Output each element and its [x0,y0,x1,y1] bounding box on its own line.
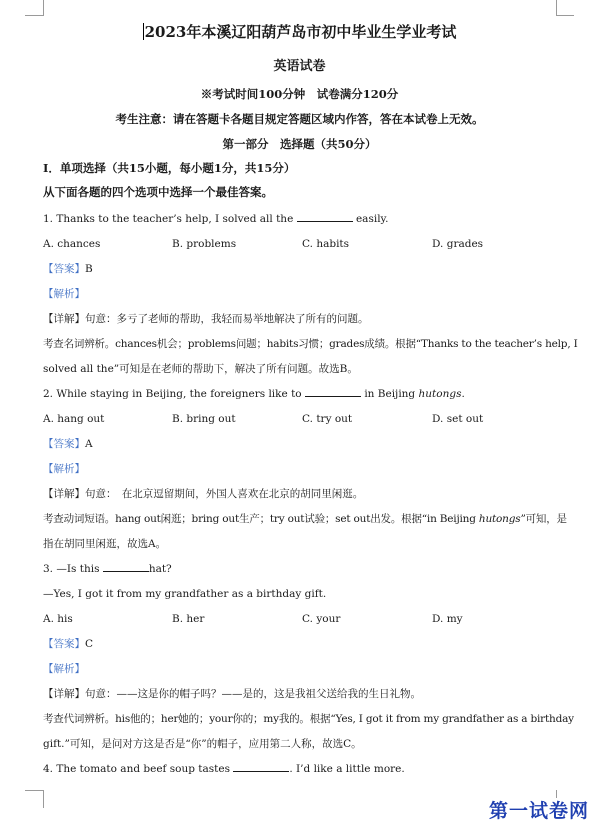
q1-option-d: D. grades [432,238,484,250]
q3-explanation-line-2: gift.”可知，是问对方这是否是“你”的帽子，应用第二人称，故选C。 [43,738,362,750]
q2-option-c: C. try out [302,413,353,425]
q1-option-c: C. habits [302,238,350,250]
crop-mark-top-right-h [556,15,574,16]
crop-mark-top-left-h [25,15,43,16]
q3-option-c: C. your [302,613,341,625]
q3-explanation-line-1: 考查代词辨析。his他的；her她的；your你的；my我的。根据“Yes, I got it from my grandfather as a birthday [43,713,574,725]
q1-detail: 【详解】句意：多亏了老师的帮助，我轻而易举地解决了所有的问题。 [43,313,369,325]
q2-option-d: D. set out [432,413,484,425]
crop-mark-top-left [43,0,44,16]
question-1-stem: 1. Thanks to the teacher’s help, I solved all the easily. [43,213,389,225]
answer-blank [297,212,353,222]
crop-mark-bottom-left [43,790,44,808]
q2-option-b: B. bring out [172,413,236,425]
exam-notice: 考生注意：请在答题卡各题目规定答题区域内作答，答在本试卷上无效。 [115,112,484,126]
exam-info: ※考试时间100分钟 试卷满分120分 [200,87,399,101]
answer-blank [233,762,289,772]
q3-option-b: B. her [172,613,205,625]
watermark-logo: 第一试卷网 [488,800,589,822]
section-instruction: 从下面各题的四个选项中选择一个最佳答案。 [43,185,273,199]
exam-title: 2023年本溪辽阳葫芦岛市初中毕业生学业考试 [144,23,457,41]
text-cursor [143,23,144,40]
q1-option-b: B. problems [172,238,237,250]
q3-answer: 【答案】C [43,638,94,650]
q1-explanation-line-1: 考查名词辨析。chances机会；problems问题；habits习惯；grades成绩。根据“Thanks to the teacher’s help, I [43,338,578,350]
question-2-stem: 2. While staying in Beijing, the foreigners like to in Beijing hutongs. [43,388,465,400]
q2-option-a: A. hang out [43,413,105,425]
q3-detail: 【详解】句意：——这是你的帽子吗？——是的，这是我祖父送给我的生日礼物。 [43,688,421,700]
crop-mark-bottom-left-h [25,790,43,791]
q1-explanation-line-2: solved all the”可知是在老师的帮助下，解决了所有问题。故选B。 [43,363,358,375]
exam-subtitle: 英语试卷 [273,59,326,74]
q1-analysis-tag: 【解析】 [43,288,85,300]
q1-option-a: A. chances [43,238,101,250]
q3-option-a: A. his [43,613,73,625]
q2-explanation-line-2: 指在胡同里闲逛，故选A。 [43,538,167,550]
answer-blank [305,387,361,397]
answer-blank [103,562,149,572]
question-3-stem: 3. —Is this hat? [43,563,172,575]
q2-detail: 【详解】句意： 在北京逗留期间，外国人喜欢在北京的胡同里闲逛。 [43,488,364,500]
part-heading: 第一部分 选择题（共50分） [222,137,377,151]
section-heading: Ⅰ．单项选择（共15小题，每小题1分，共15分） [43,161,296,175]
q1-answer: 【答案】B [43,263,93,275]
q2-explanation-line-1: 考查动词短语。hang out闲逛；bring out生产；try out试验；set out出发。根据“in Beijing hutongs”可知，是 [43,513,567,525]
question-4-stem: 4. The tomato and beef soup tastes . I’d like a little more. [43,763,405,775]
q2-answer: 【答案】A [43,438,93,450]
q3-option-d: D. my [432,613,463,625]
question-3-stem-line-2: —Yes, I got it from my grandfather as a birthday gift. [43,588,327,600]
q2-analysis-tag: 【解析】 [43,463,85,475]
crop-mark-top-right [556,0,557,16]
q3-analysis-tag: 【解析】 [43,663,85,675]
